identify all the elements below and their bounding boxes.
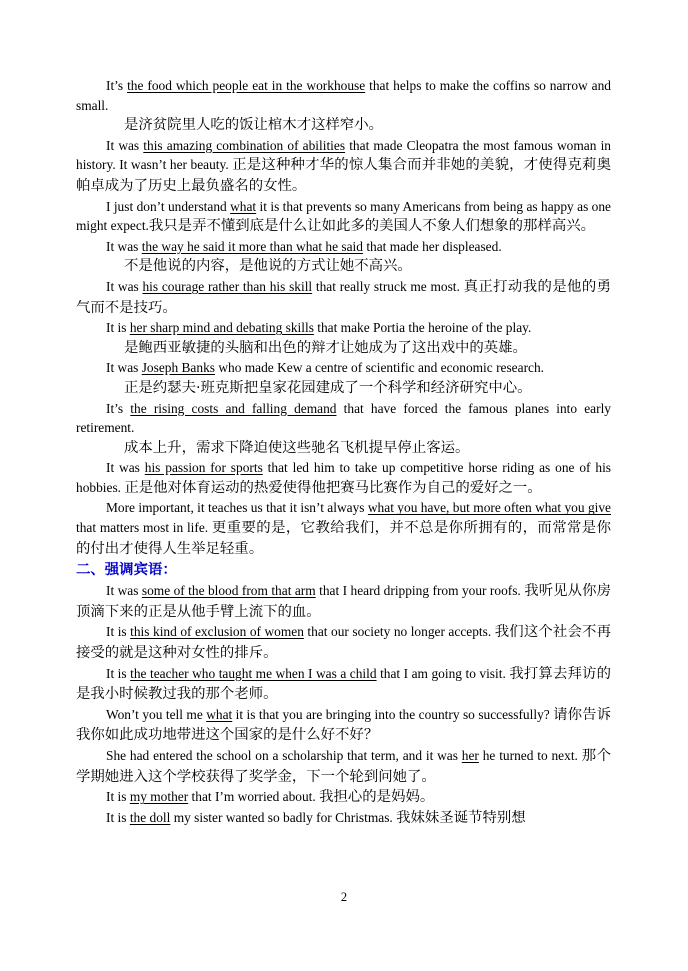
translation-text: 正是他对体育运动的热爱使得他把赛马比赛作为自己的爱好之一。 [124,479,542,496]
emphasized-phrase: this kind of exclusion of women [130,624,304,640]
sentence-text: It was [106,238,142,254]
emphasized-phrase: what [230,198,257,214]
document-body [76,76,611,828]
sentence-text: that helps to make the coffins so narrow and small. [76,78,611,113]
translation-text: 我只是弄不懂到底是什么让如此多的美国人不象人们想象的那样高兴。 [148,218,596,235]
translation-line: 正是约瑟夫·班克斯把皇家花园建成了一个科学和经济研究中心。 [124,379,532,396]
sentence-text: I just don’t understand [106,198,231,214]
emphasized-phrase: the teacher who taught me when I was a child [130,665,377,681]
translation-text: 真正打动我的是他的勇气而不是技巧。 [76,278,611,316]
translation-line: 不是他说的内容，是他说的方式让她不高兴。 [124,258,412,275]
example-sentence [76,498,611,559]
sentence-text: It is [106,624,131,640]
translation-text: 我打算去拜访的是我小时候教过我的那个老师。 [76,665,611,703]
sentence-text: that our society no longer accepts. [303,624,495,640]
emphasized-phrase: Joseph Banks [141,360,215,376]
sentence-text: It was [106,137,144,153]
sentence-text: that really struck me most. [312,278,464,294]
translation-text: 我妹妹圣诞节特别想 [396,809,526,826]
emphasized-phrase: what [206,706,233,722]
emphasized-phrase: her [461,748,479,763]
example-sentence [76,808,611,829]
example-sentence [76,787,611,808]
sentence-text: It was [106,583,142,599]
emphasized-phrase: his passion for sports [144,460,263,476]
example-sentence [76,277,611,318]
example-sentence [76,237,611,257]
sentence-text: She had entered the school on a scholarship that term, and it was [106,748,462,763]
sentence-text: that have forced the famous planes into early retirement. [76,400,611,436]
sentence-text: who made Kew a centre of scientific and economic research. [214,360,545,376]
emphasized-phrase: the food which people eat in the workhouse [127,78,366,93]
example-sentence [76,318,611,338]
example-sentence [76,399,611,438]
sentence-text: he turned to next. [478,748,582,763]
emphasized-phrase: his courage rather than his skill [142,278,313,294]
emphasized-phrase: my mother [129,789,189,805]
sentence-text: that made Cleopatra the most famous woman in history. It wasn’t her beauty. [76,137,611,173]
sentence-text: It’s [106,78,128,93]
sentence-text: that I’m worried about. [188,789,320,805]
sentence-text: it is that you are bringing into the country so successfully? [232,706,554,722]
sentence-text: It is [106,320,130,336]
emphasized-phrase: some of the blood from that arm [141,583,316,599]
translation-text: 更重要的是，它教给我们，并不总是你所拥有的，而常常是你的付出才使得人生举足轻重。 [76,520,611,557]
example-sentence [76,664,611,705]
section-heading: 二、强调宾语： [76,562,177,579]
example-sentence [76,197,611,237]
sentence-text: It’s [106,400,131,416]
sentence-text: that I heard dripping from your roofs. [315,583,525,599]
translation-text: 我听见从你房顶滴下来的正是从他手臂上流下的血。 [76,583,611,620]
translation-text: 正是这种种才华的惊人集合而并非她的美貌，才使得克莉奥帕卓成为了历史上最负盛名的女性。 [76,157,611,194]
emphasized-phrase: the way he said it more than what he said [141,238,363,254]
sentence-text: Won’t you tell me [106,706,207,722]
emphasized-phrase: the rising costs and falling demand [130,400,337,416]
translation-line: 是鲍西亚敏捷的头脑和出色的辩才让她成为了这出戏中的英雄。 [124,339,527,356]
sentence-text: that make Portia the heroine of the play. [313,320,532,336]
translation-text: 请你告诉我你如此成功地带进这个国家的是什么好不好？ [76,706,611,744]
sentence-text: that led him to take up competitive horse riding as one of his hobbies. [76,460,612,495]
example-sentence [76,458,611,498]
sentence-text: that matters most in life. [76,520,212,536]
emphasized-phrase: the doll [129,809,171,825]
sentence-text: It is [106,789,130,805]
example-sentence [76,76,611,115]
sentence-text: that I am going to visit. [376,665,510,681]
example-sentence [76,358,611,378]
sentence-text: my sister wanted so badly for Christmas. [170,809,397,825]
sentence-text: It is [106,665,131,681]
example-sentence [76,746,611,787]
sentence-text: that made her displeased. [362,238,502,254]
sentence-text: It is [106,809,130,825]
sentence-text: It was [106,460,145,476]
translation-line: 成本上升，需求下降迫使这些驰名飞机提早停止客运。 [124,439,470,456]
example-sentence [76,622,611,663]
emphasized-phrase: her sharp mind and debating skills [129,320,314,336]
example-sentence [76,705,611,746]
example-sentence [76,136,611,197]
example-sentence [76,581,611,622]
emphasized-phrase: what you have, but more often what you give [367,500,611,516]
sentence-text: it is that prevents so many Americans from being as happy as one might expect. [76,198,611,234]
page-number: 2 [340,890,348,904]
translation-line: 是济贫院里人吃的饭让棺木才这样窄小。 [124,117,384,134]
sentence-text: It was [106,278,143,294]
translation-text: 我担心的是妈妈。 [319,789,435,806]
sentence-text: More important, it teaches us that it isn’t always [106,500,368,516]
emphasized-phrase: this amazing combination of abilities [143,137,346,153]
translation-text: 那个学期她进入这个学校获得了奖学金，下一个轮到问她了。 [76,748,611,785]
translation-text: 我们这个社会不再接受的就是这种对女性的排斥。 [76,624,611,662]
sentence-text: It was [106,360,142,376]
